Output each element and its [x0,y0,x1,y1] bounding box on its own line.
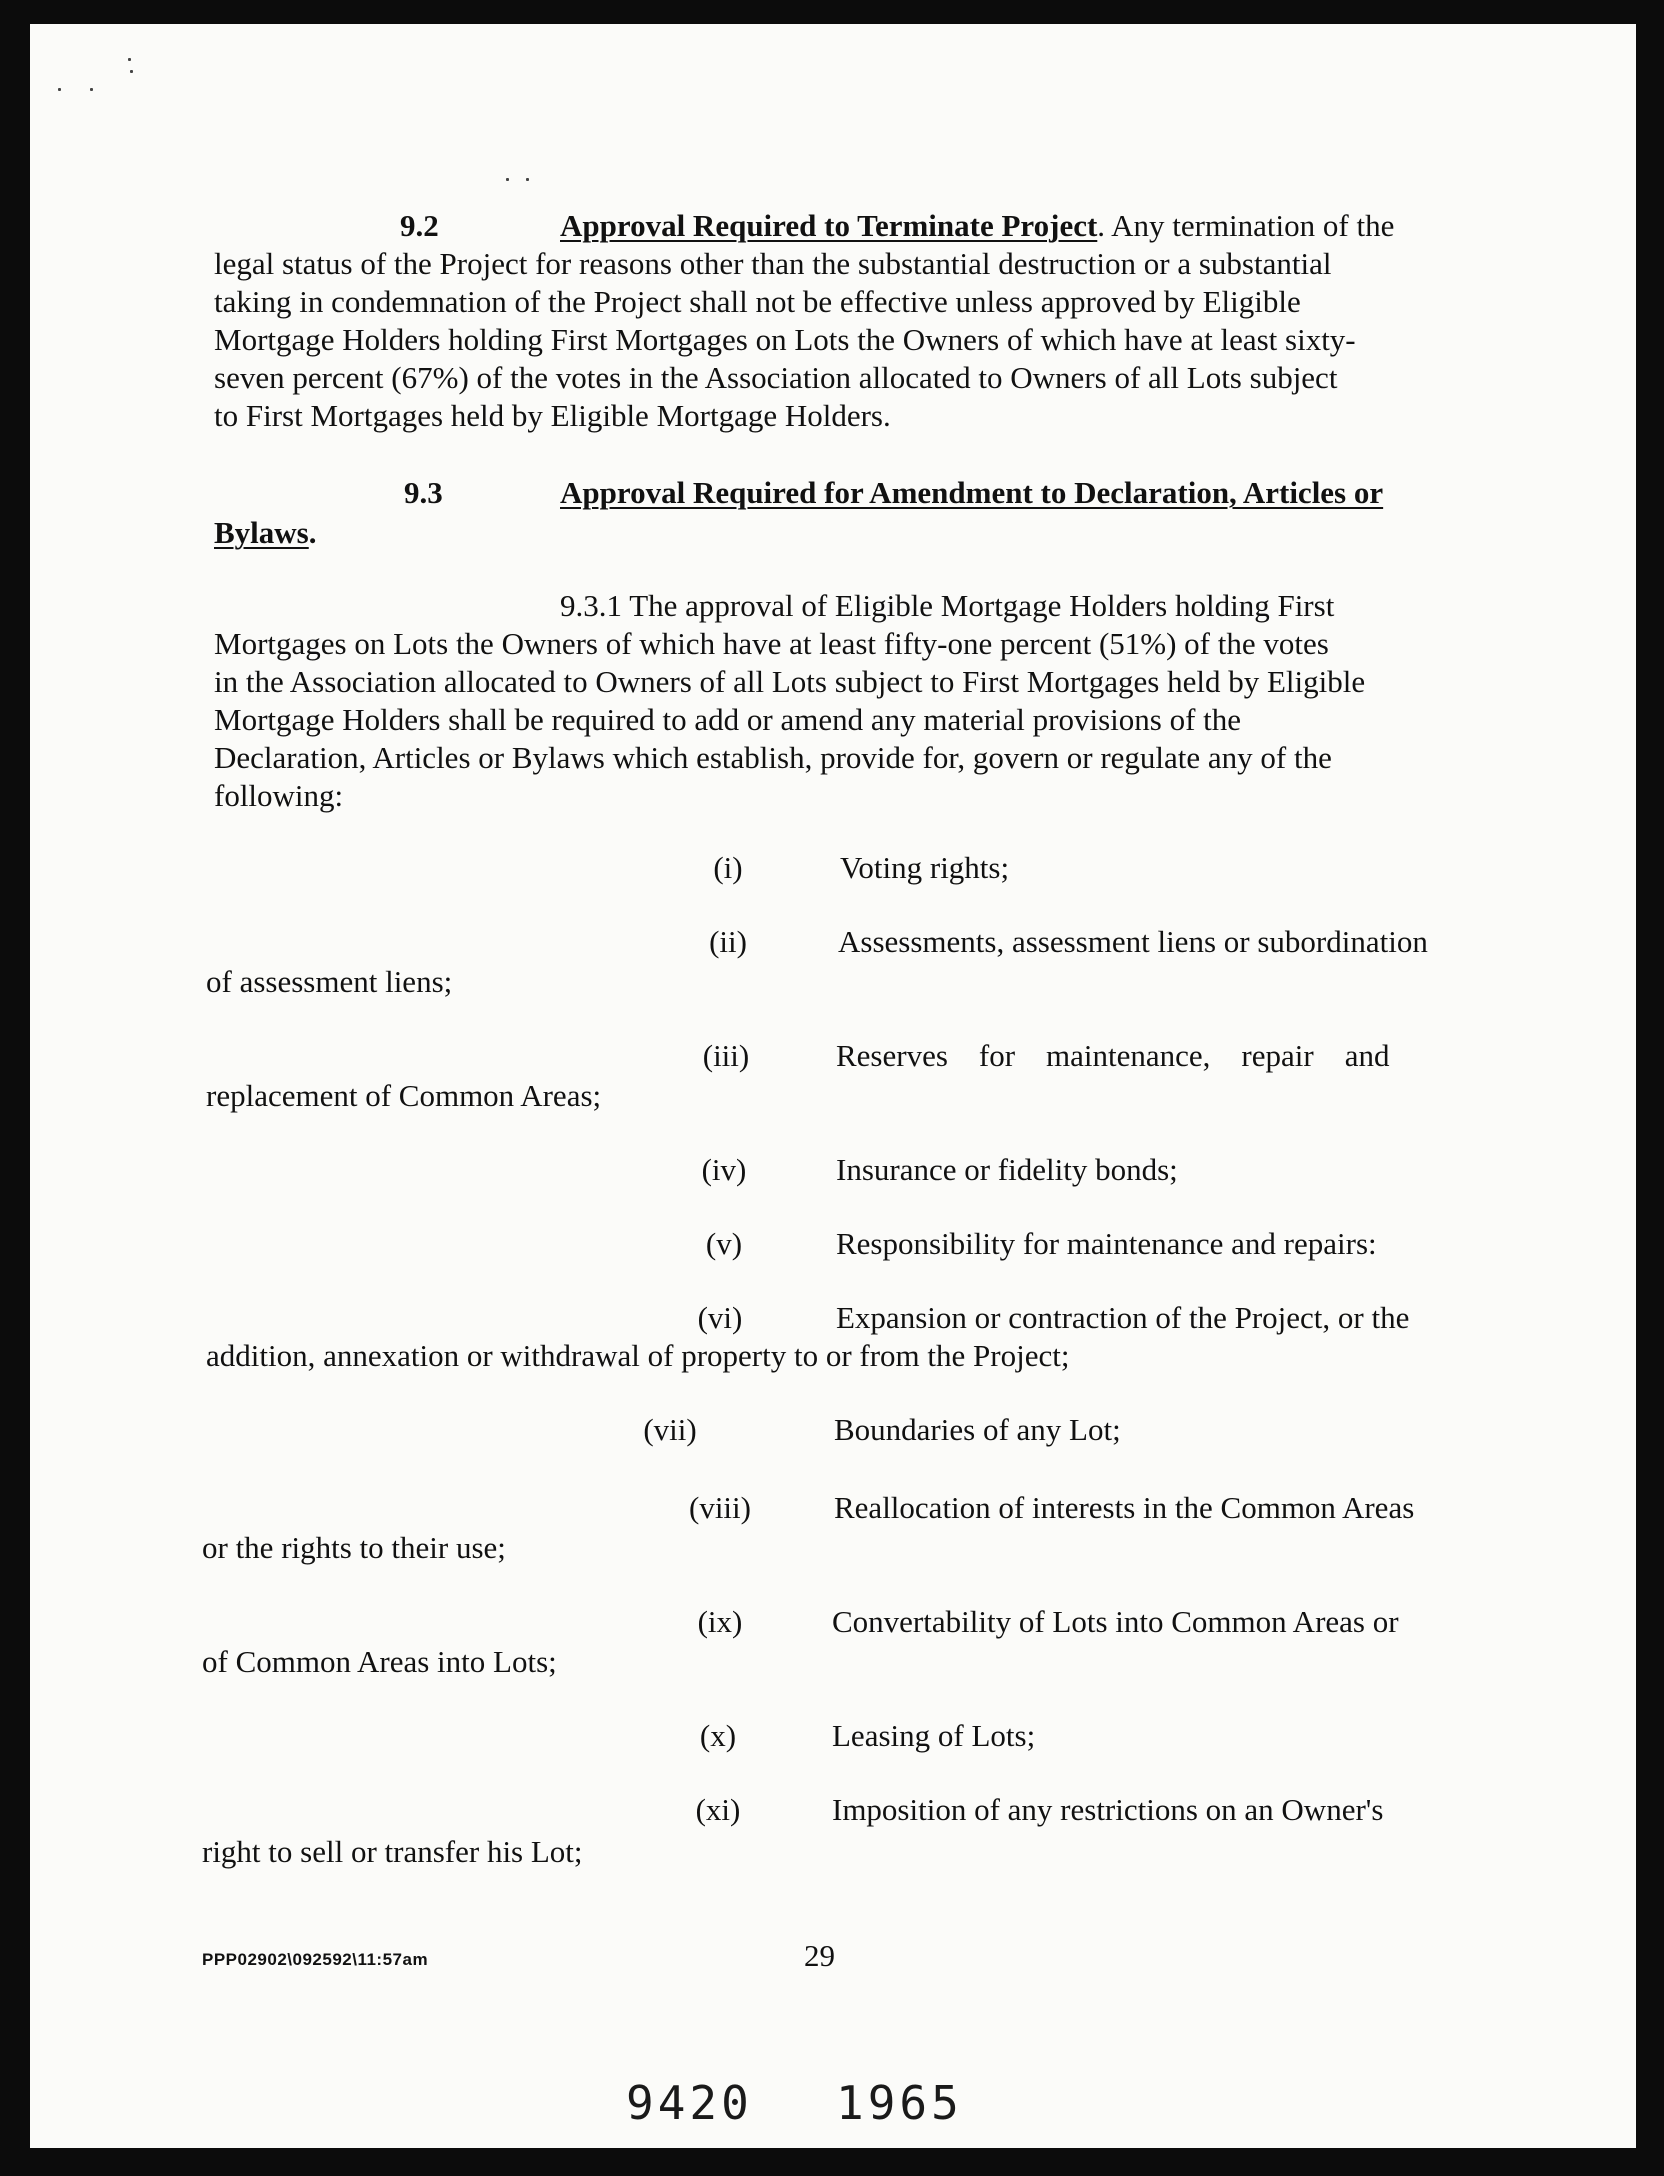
item-text: Insurance or fidelity bonds; [836,1152,1178,1187]
item-text: Boundaries of any Lot; [834,1412,1121,1447]
scan-speck [130,70,133,73]
item-text: Voting rights; [840,850,1010,885]
body-line: seven percent (67%) of the votes in the Association allocated to Owners of all Lots subject [214,360,1338,395]
item-text: Expansion or contraction of the Project, or the [836,1300,1410,1335]
body-line: in the Association allocated to Owners of all Lots subject to First Mortgages held by Eligible [214,664,1366,699]
item-text: Imposition of any restrictions on an Owner's [832,1792,1384,1827]
body-line: Mortgages on Lots the Owners of which have at least fifty-one percent (51%) of the votes [214,626,1329,661]
body-line: to First Mortgages held by Eligible Mortgage Holders. [214,398,891,433]
body-line: following: [214,778,344,813]
document-code: PPP02902\092592\11:57am [202,1950,429,1969]
item-number: (viii) [689,1490,751,1525]
section-9-3-heading-line2: Bylaws [214,515,309,550]
scan-speck [128,58,131,61]
item-continuation: of Common Areas into Lots; [202,1644,557,1679]
body-line: Declaration, Articles or Bylaws which establish, provide for, govern or regulate any of the [214,740,1332,775]
section-9-2-heading-line [560,207,1394,245]
section-9-2-first-line [400,207,439,245]
item-text: Responsibility for maintenance and repairs: [836,1226,1377,1261]
scan-speck [526,178,529,181]
section-9-3-1-first-line: 9.3.1 The approval of Eligible Mortgage Holders holding First [560,588,1335,623]
page-number: 29 [804,1938,835,1973]
body-line: Mortgage Holders holding First Mortgages on Lots the Owners of which have at least sixty- [214,322,1356,357]
section-9-2-heading: Approval Required to Terminate Project [560,208,1098,243]
item-text: Reserves for maintenance, repair and [836,1038,1390,1073]
item-number: (ii) [709,924,747,959]
section-9-3-heading-line2-wrap [214,514,317,552]
item-number: (ix) [697,1604,743,1639]
item-number: (v) [705,1226,743,1261]
section-9-2-first-line-tail: . Any termination of the [1097,208,1395,243]
item-number: (vii) [643,1412,697,1447]
stamp-number-left: 9420 [626,2076,753,2130]
item-text: Convertability of Lots into Common Areas or [832,1604,1399,1639]
scan-speck [506,178,509,181]
section-9-3-heading-line1: Approval Required for Amendment to Declaration, Articles or [560,475,1384,510]
item-number: (iv) [701,1152,747,1187]
body-line: Mortgage Holders shall be required to add or amend any material provisions of the [214,702,1242,737]
body-line: taking in condemnation of the Project shall not be effective unless approved by Eligible [214,284,1301,319]
item-text: Assessments, assessment liens or subordination [838,924,1428,959]
item-continuation: replacement of Common Areas; [206,1078,602,1113]
stamp-number-right: 1965 [836,2076,963,2130]
item-number: (xi) [695,1792,741,1827]
document-page [30,24,1636,2148]
item-number: (i) [713,850,743,885]
scan-speck [58,88,61,91]
item-continuation: addition, annexation or withdrawal of property to or from the Project; [206,1338,1070,1373]
item-text: Leasing of Lots; [832,1718,1036,1753]
section-9-3-heading-end: . [308,515,317,550]
item-number: (vi) [697,1300,743,1335]
item-text: Reallocation of interests in the Common Areas [834,1490,1415,1525]
section-9-2-number: 9.2 [400,208,439,243]
section-9-3-number: 9.3 [404,475,443,510]
item-number: (iii) [702,1038,750,1073]
item-continuation: of assessment liens; [206,964,453,999]
item-number: (x) [699,1718,737,1753]
scan-speck [90,88,93,91]
item-continuation: right to sell or transfer his Lot; [202,1834,583,1869]
section-9-2-body [214,245,1490,435]
section-9-3-1-body [214,625,1490,815]
body-line: legal status of the Project for reasons other than the substantial destruction or a substantial [214,246,1332,281]
item-continuation: or the rights to their use; [202,1530,506,1565]
